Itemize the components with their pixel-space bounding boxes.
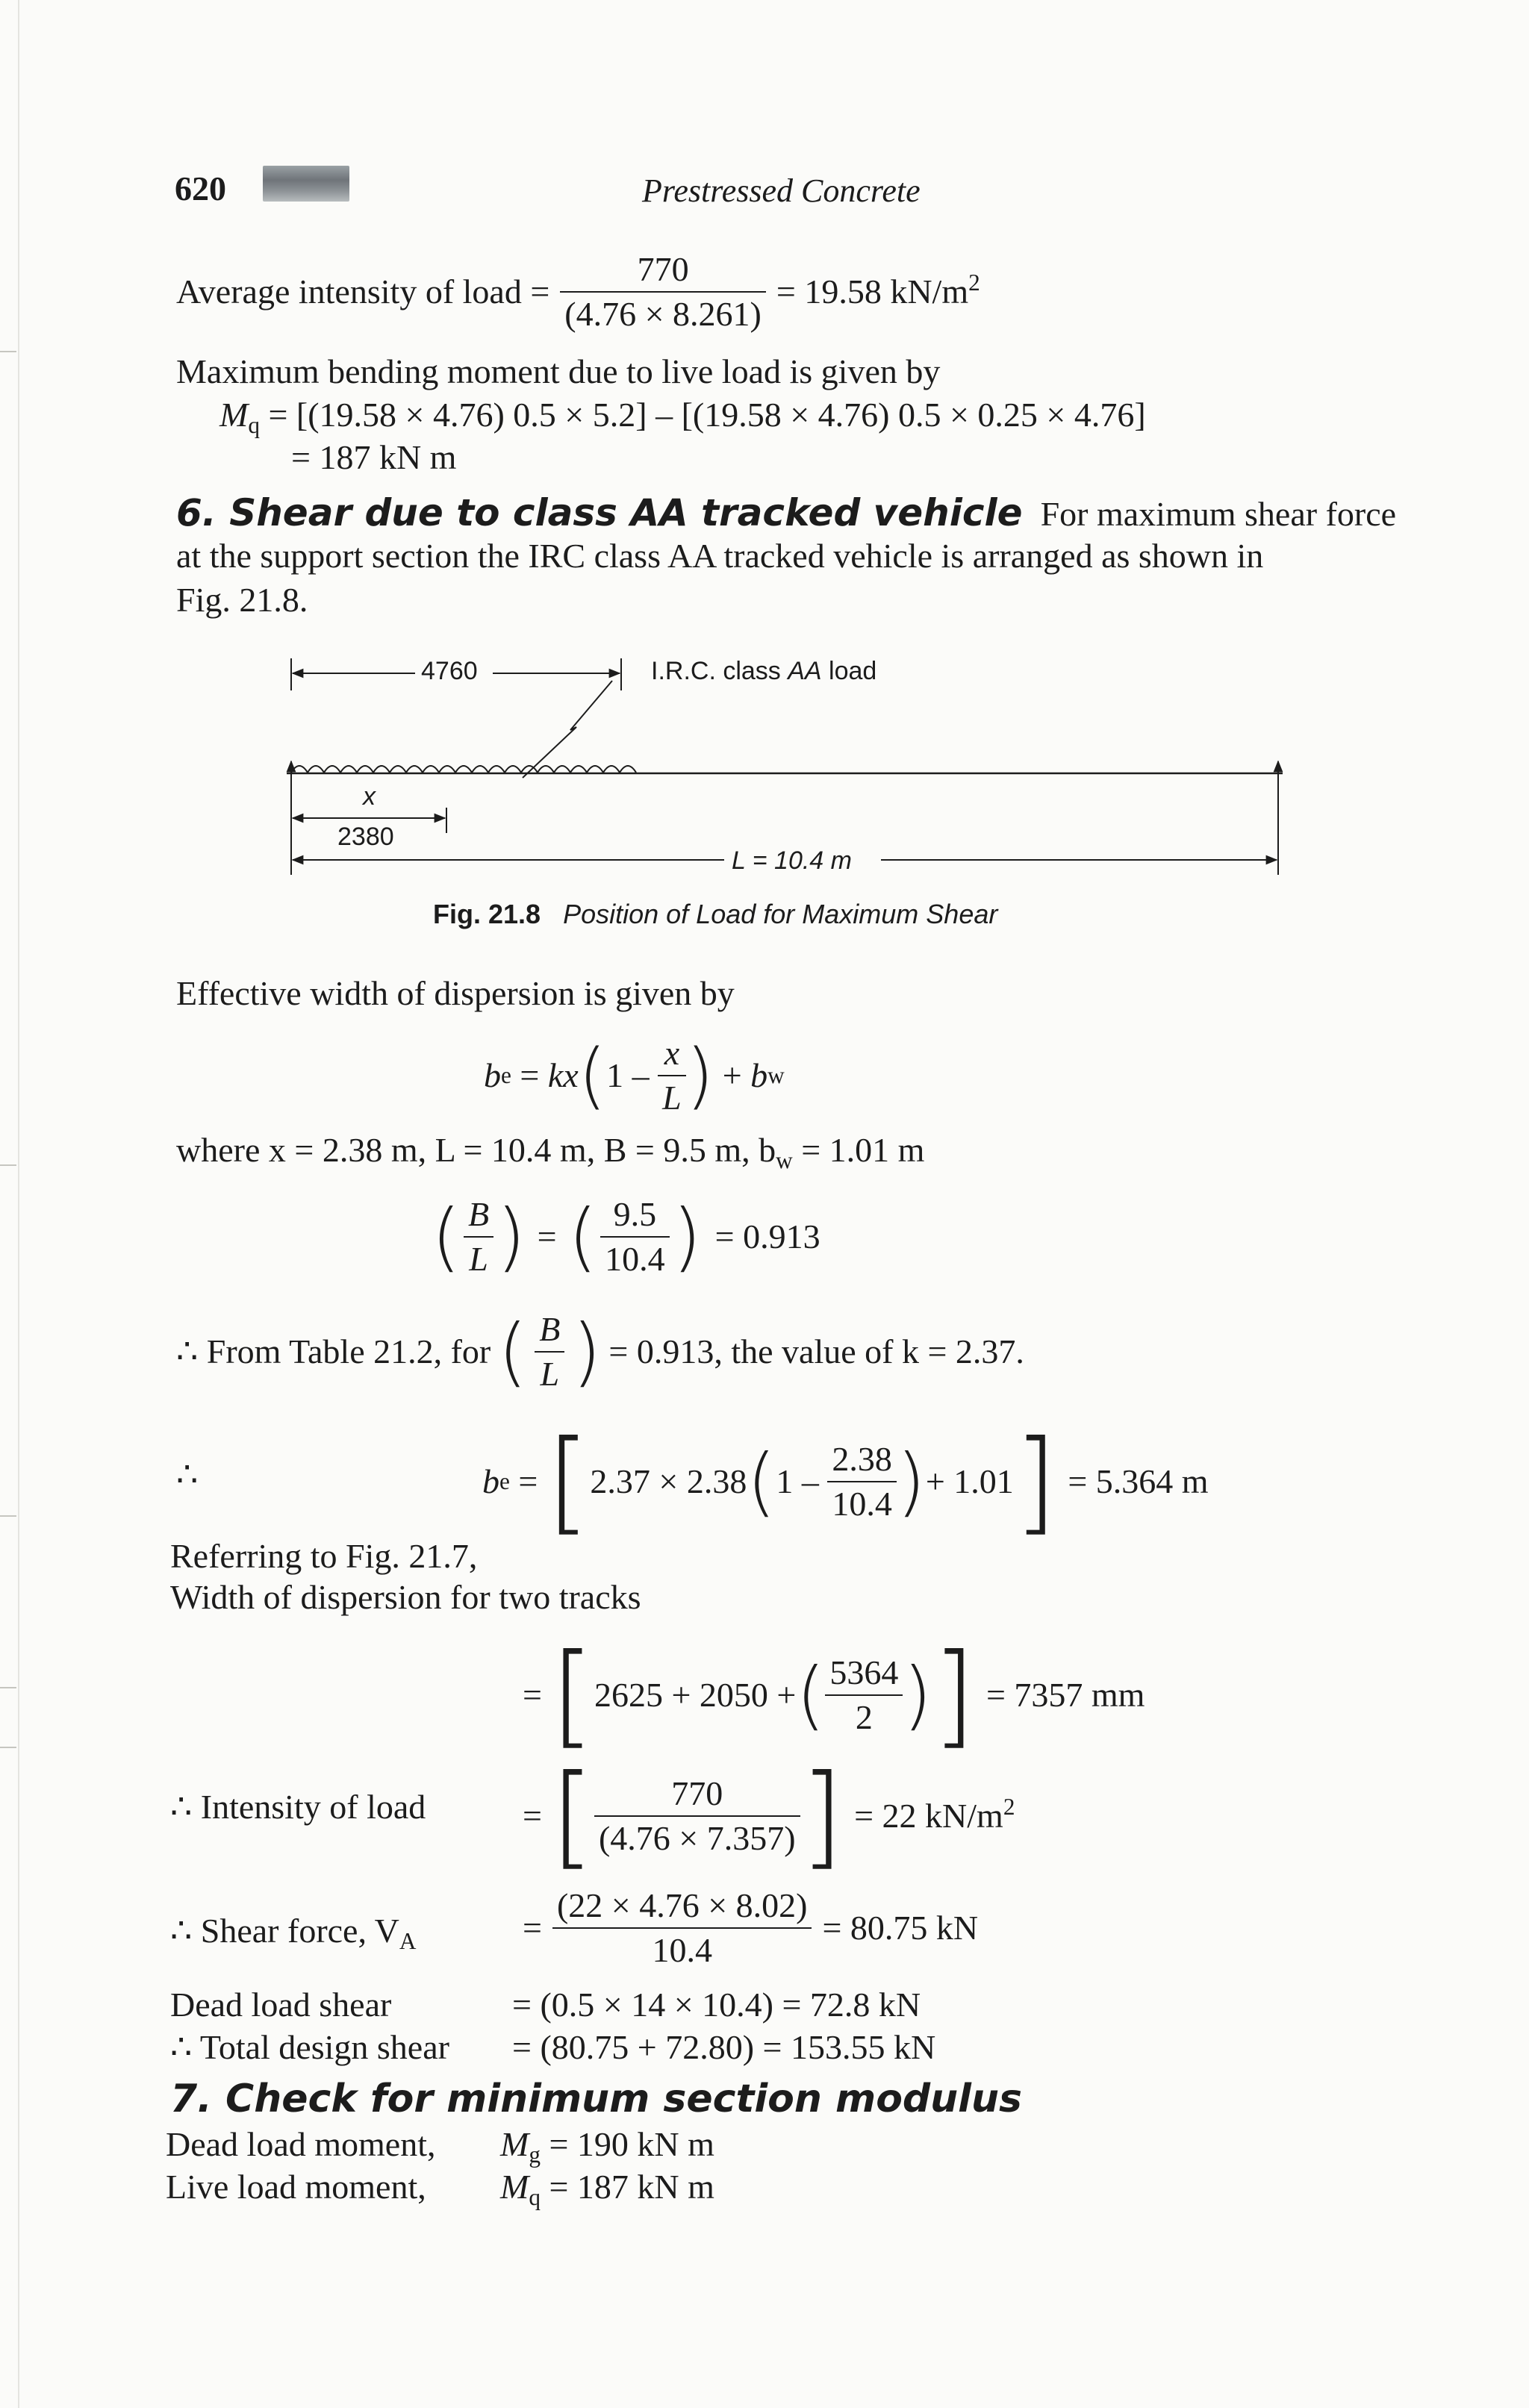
average-intensity-equation — [176, 252, 980, 331]
fraction: $\frac{2.38}{10.4}$ — [827, 1442, 897, 1521]
equation-label: Average intensity of load = — [176, 272, 550, 311]
fraction: $\frac{770}{(4.76 \times 7.357)}$ — [594, 1777, 800, 1856]
referring-line: Referring to Fig. 21.7, — [170, 1537, 478, 1575]
intensity-equation: = [ $\frac{770}{(4.76 \times 7.357)}$ ] = 22 $kN/m^2$ — [523, 1751, 1015, 1881]
page-edge-left — [18, 0, 19, 2408]
numerator: 770 — [560, 252, 766, 293]
load-label: I.R.C. class AA load — [651, 657, 877, 685]
be-formula: b e = kx ( 1 – $\frac{x}{L}$ ) + b w — [484, 1034, 785, 1117]
max-bm-result: = 187 kN m — [291, 438, 457, 476]
tracks-intro: Width of dispersion for two tracks — [170, 1578, 641, 1616]
intensity-label: ∴ Intensity of load — [170, 1788, 426, 1826]
dead-load-shear-label: Dead load shear — [170, 1986, 392, 2024]
x-label: x — [363, 782, 376, 811]
total-shear-value: = (80.75 + 72.80) = 153.55 kN — [512, 2028, 936, 2066]
denominator: (4.76 × 8.261) — [564, 295, 762, 333]
fraction: $\frac{(22 \times 4.76 \times 8.02)}{10.4}$ — [552, 1888, 812, 1968]
fraction: $\frac{B}{L}$ — [464, 1197, 493, 1276]
intensity-result: = 22 $kN/m^2$ — [854, 1793, 1015, 1835]
section-6-line — [176, 491, 1397, 534]
where-line: where x = 2.38 m, L = 10.4 m, B = 9.5 m, $b_w = 1.01$ m — [176, 1131, 925, 1173]
max-bm-equation: $M_q = [(19.58 \times 4.76) 0.5 \times 5.2] - [(19.58 \times 4.76) 0.5 \times 0.25 \times 4.76]$ — [219, 396, 1146, 438]
dead-load-shear-value: = (0.5 × 14 × 10.4) = 72.8 kN — [512, 1986, 921, 2024]
leader-line — [523, 681, 612, 778]
dim-2380-label: 2380 — [337, 823, 394, 851]
max-bm-intro: Maximum bending moment due to live load is given by — [176, 352, 941, 390]
dead-load-moment-label: Dead load moment, — [166, 2125, 436, 2163]
shear-force-label: ∴ Shear force, $V_A$ — [170, 1912, 417, 1954]
dim-4760-label: 4760 — [421, 657, 478, 685]
section-6-heading: 6. Shear due to class AA tracked vehicle — [176, 491, 1023, 534]
table-lookup-line: ∴ From Table 21.2, for ( $\frac{B}{L}$ ) = 0.913, the value of k = 2.37. — [176, 1308, 1024, 1395]
scan-mark — [0, 351, 16, 352]
fraction: $\frac{9.5}{10.4}$ — [600, 1197, 670, 1276]
total-shear-label: ∴ Total design shear — [170, 2028, 449, 2066]
tracked-load — [291, 766, 636, 773]
section-6-text: For maximum shear force — [1040, 495, 1397, 533]
ratio-equation: ( $\frac{B}{L}$ ) = ( $\frac{9.5}{10.4}$ ) = 0.913 — [432, 1193, 820, 1280]
scan-mark — [0, 1687, 16, 1688]
fraction: $\frac{B}{L}$ — [535, 1312, 564, 1391]
figure-caption: Fig. 21.8 Position of Load for Maximum Shear — [433, 899, 998, 929]
tracks-equation: = [ 2625 + 2050 + ( $\frac{5364}{2}$ ) ] = 7357 mm — [523, 1630, 1145, 1760]
page-number: 620 — [175, 169, 226, 208]
scan-mark — [0, 1515, 16, 1517]
shear-force-equation: = $\frac{(22 \times 4.76 \times 8.02)}{10.4}$ = 80.75 kN — [523, 1886, 979, 1969]
dead-load-moment-value: $M_g = 190$ kN m — [500, 2125, 714, 2168]
section-6-text: at the support section the IRC class AA tracked vehicle is arranged as shown in — [176, 537, 1264, 575]
fraction: $\frac{5364}{2}$ — [825, 1656, 903, 1735]
therefore-symbol: ∴ — [176, 1456, 199, 1494]
scan-mark — [0, 1164, 16, 1166]
live-load-moment-value: $M_q = 187$ kN m — [500, 2168, 714, 2210]
dispersion-intro: Effective width of dispersion is given by — [176, 974, 735, 1012]
live-load-moment-label: Live load moment, — [166, 2168, 426, 2206]
equation-result: = 19.58 $kN/m^2$ — [776, 269, 980, 311]
be-calculation: b e = [ 2.37 × 2.38 ( 1 – $\frac{2.38}{10.4}$ ) + 1.01 ] = 5.364 m — [482, 1417, 1209, 1547]
fraction: $\frac{x}{L}$ — [658, 1036, 686, 1115]
span-label: L = 10.4 m — [732, 846, 852, 875]
section-7-heading: 7. Check for minimum section modulus — [170, 2077, 1022, 2121]
scan-mark — [0, 1747, 16, 1748]
fraction — [560, 252, 766, 331]
header-ornament — [263, 166, 349, 202]
section-6-text: Fig. 21.8. — [176, 581, 308, 619]
running-title: Prestressed Concrete — [642, 172, 921, 209]
